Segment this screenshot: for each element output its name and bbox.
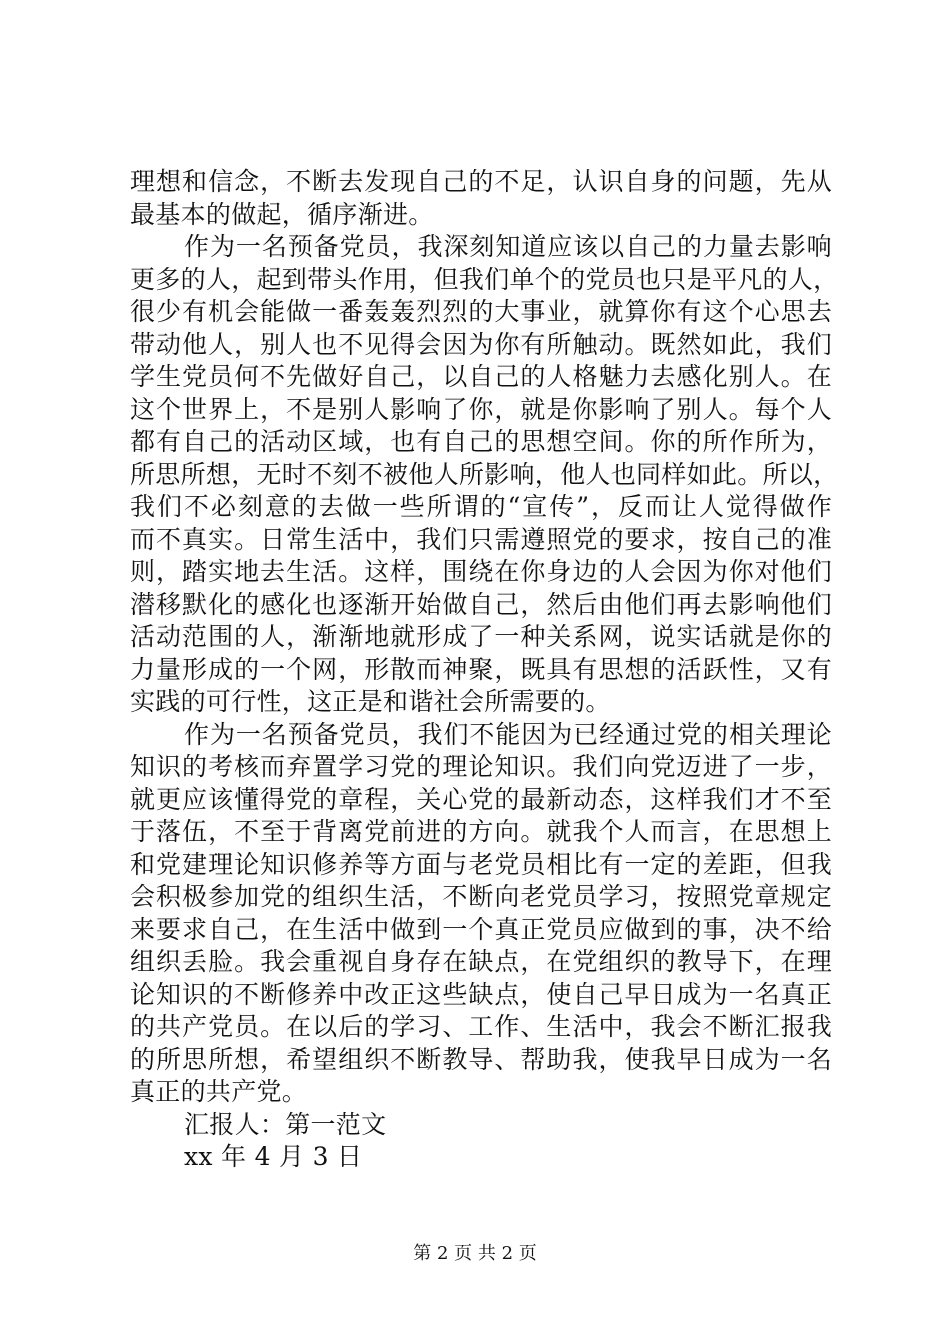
text-line: 的所思所想，希望组织不断教导、帮助我，使我早日成为一名 [130, 1044, 832, 1074]
text-line: 和党建理论知识修养等方面与老党员相比有一定的差距，但我 [130, 849, 832, 879]
text-line: 汇报人：第一范文 [184, 1109, 387, 1139]
text-line: 我们不必刻意的去做一些所谓的“宣传”，反而让人觉得做作 [130, 492, 832, 521]
text-line: 作为一名预备党员，我们不能因为已经通过党的相关理论 [184, 719, 832, 749]
text-line: 组织丢脸。我会重视自身存在缺点，在党组织的教导下，在理 [130, 947, 832, 976]
text-line: 作为一名预备党员，我深刻知道应该以自己的力量去影响 [184, 232, 832, 261]
text-line: 力量形成的一个网，形散而神聚，既具有思想的活跃性，又有 [130, 654, 832, 684]
page-footer: 第 2 页 共 2 页 [413, 1243, 537, 1264]
body-text [130, 166, 839, 1174]
text-line: 而不真实。日常生活中，我们只需遵照党的要求，按自己的准 [130, 524, 832, 554]
text-line: 知识的考核而弃置学习党的理论知识。我们向党迈进了一步， [130, 752, 832, 781]
text-line: xx 年 4 月 3 日 [184, 1142, 363, 1171]
text-line: 则，踏实地去生活。这样，围绕在你身边的人会因为你对他们 [130, 557, 832, 586]
text-line: 带动他人，别人也不见得会因为你有所触动。既然如此，我们 [130, 329, 832, 359]
text-line: 最基本的做起，循序渐进。 [130, 199, 434, 229]
text-line: 潜移默化的感化也逐渐开始做自己，然后由他们再去影响他们 [130, 589, 832, 619]
text-line: 活动范围的人，渐渐地就形成了一种关系网，说实话就是你的 [130, 622, 832, 651]
text-line: 这个世界上，不是别人影响了你，就是你影响了别人。每个人 [130, 394, 832, 424]
text-line: 实践的可行性，这正是和谐社会所需要的。 [130, 687, 611, 716]
text-line: 学生党员何不先做好自己，以自己的人格魅力去感化别人。在 [130, 362, 832, 391]
text-line: 理想和信念，不断去发现自己的不足，认识自身的问题，先从 [130, 167, 832, 196]
text-line: 论知识的不断修养中改正这些缺点，使自己早日成为一名真正 [130, 979, 832, 1009]
text-line: 都有自己的活动区域，也有自己的思想空间。你的所作所为， [130, 427, 832, 456]
text-line: 所思所想，无时不刻不被他人所影响，他人也同样如此。所以， [130, 459, 839, 489]
text-line: 真正的共产党。 [130, 1077, 308, 1106]
text-line: 的共产党员。在以后的学习、工作、生活中，我会不断汇报我 [130, 1012, 832, 1041]
text-line: 来要求自己，在生活中做到一个真正党员应做到的事，决不给 [130, 914, 832, 944]
text-line: 于落伍，不至于背离党前进的方向。就我个人而言，在思想上 [130, 817, 832, 846]
text-line: 就更应该懂得党的章程，关心党的最新动态，这样我们才不至 [130, 784, 832, 814]
text-line: 会积极参加党的组织生活，不断向老党员学习，按照党章规定 [130, 882, 832, 911]
text-line: 更多的人，起到带头作用，但我们单个的党员也只是平凡的人， [130, 264, 839, 294]
text-line: 很少有机会能做一番轰轰烈烈的大事业，就算你有这个心思去 [130, 297, 832, 326]
